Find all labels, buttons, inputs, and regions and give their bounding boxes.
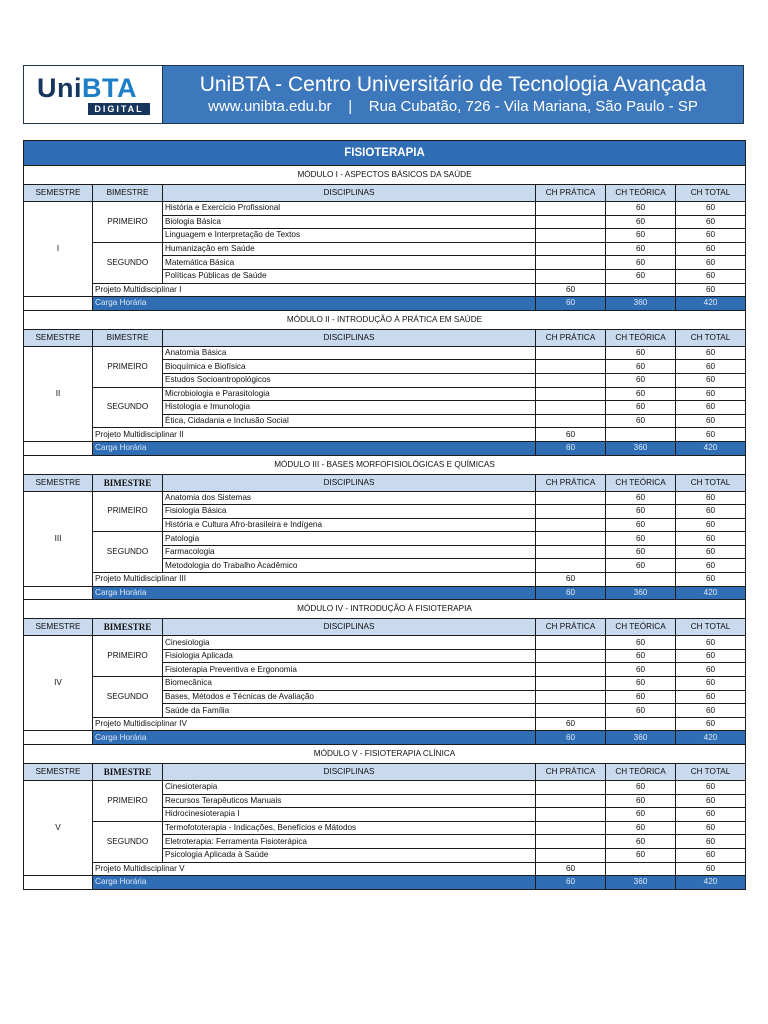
- logo-wordmark: [37, 73, 137, 103]
- ch-pratica-value: 60: [536, 428, 606, 442]
- module-title-row: [24, 166, 746, 185]
- ch-teorica-value: 60: [606, 269, 676, 283]
- ch-total-value: 60: [676, 649, 746, 663]
- column-header-disciplinas: DISCIPLINAS: [163, 329, 536, 346]
- semester-label: I: [24, 202, 93, 297]
- ch-pratica-value: [536, 491, 606, 505]
- project-row: [24, 717, 746, 731]
- column-header-ch-teorica: CH TEÓRICA: [606, 185, 676, 202]
- ch-total-value: 60: [676, 387, 746, 401]
- ch-total-value: 60: [676, 401, 746, 415]
- column-header-ch-pratica: CH PRÁTICA: [536, 329, 606, 346]
- logo-digital-tag: DIGITAL: [88, 103, 150, 115]
- ch-pratica-value: [536, 663, 606, 677]
- discipline-name: Farmacologia: [163, 545, 536, 559]
- bimester-label: PRIMEIRO: [93, 346, 163, 387]
- ch-teorica-value: 60: [606, 360, 676, 374]
- discipline-name: História e Exercício Profissional: [163, 202, 536, 216]
- discipline-name: Bioquímica e Biofísica: [163, 360, 536, 374]
- column-header-ch-pratica: CH PRÁTICA: [536, 619, 606, 636]
- module-title-row: [24, 745, 746, 764]
- ch-total-value: 60: [676, 360, 746, 374]
- ch-total-value: 60: [676, 505, 746, 519]
- workload-pratica: 60: [536, 297, 606, 311]
- ch-pratica-value: [536, 202, 606, 216]
- ch-pratica-value: [536, 794, 606, 808]
- ch-pratica-value: [536, 821, 606, 835]
- discipline-name: Termofototerapia - Indicações, Benefícios e Mátodos: [163, 821, 536, 835]
- ch-teorica-value: 60: [606, 636, 676, 650]
- column-header-ch-pratica: CH PRÁTICA: [536, 764, 606, 781]
- ch-total-value: 60: [676, 373, 746, 387]
- discipline-name: Fisiologia Aplicada: [163, 649, 536, 663]
- course-title: FISIOTERAPIA: [24, 141, 746, 166]
- ch-total-value: 60: [676, 704, 746, 718]
- bimester-label: PRIMEIRO: [93, 202, 163, 243]
- column-header-disciplinas: DISCIPLINAS: [163, 474, 536, 491]
- ch-pratica-value: [536, 559, 606, 573]
- ch-teorica-value: 60: [606, 346, 676, 360]
- workload-total-row: [24, 731, 746, 745]
- ch-pratica-value: [536, 505, 606, 519]
- discipline-name: História e Cultura Afro-brasileira e Indígena: [163, 518, 536, 532]
- workload-label: Carga Horária: [93, 731, 536, 745]
- ch-teorica-value: 60: [606, 848, 676, 862]
- ch-pratica-value: [536, 704, 606, 718]
- module-title-row: [24, 455, 746, 474]
- workload-total-row: [24, 586, 746, 600]
- workload-total: 420: [676, 731, 746, 745]
- institution-name: UniBTA - Centro Universitário de Tecnologia Avançada: [199, 73, 707, 96]
- discipline-name: Cinesiologia: [163, 636, 536, 650]
- module-title-row: [24, 310, 746, 329]
- semester-blank-cell: [24, 441, 93, 455]
- project-name: Projeto Multidisciplinar V: [93, 862, 536, 876]
- project-row: [24, 283, 746, 297]
- ch-total-value: 60: [676, 229, 746, 243]
- discipline-row: [24, 821, 746, 835]
- ch-pratica-value: [536, 256, 606, 270]
- discipline-row: [24, 532, 746, 546]
- ch-total-value: 60: [676, 202, 746, 216]
- workload-pratica: 60: [536, 876, 606, 890]
- ch-teorica-value: 60: [606, 256, 676, 270]
- workload-pratica: 60: [536, 441, 606, 455]
- ch-total-value: 60: [676, 532, 746, 546]
- discipline-name: Patologia: [163, 532, 536, 546]
- ch-total-value: 60: [676, 848, 746, 862]
- ch-total-value: 60: [676, 215, 746, 229]
- column-header-ch-teorica: CH TEÓRICA: [606, 619, 676, 636]
- ch-teorica-value: 60: [606, 690, 676, 704]
- project-row: [24, 573, 746, 587]
- discipline-name: Ética, Cidadania e Inclusão Social: [163, 414, 536, 428]
- semester-blank-cell: [24, 876, 93, 890]
- module-title: MÓDULO III - BASES MORFOFISIOLÓGICAS E QUÍMICAS: [24, 455, 746, 474]
- workload-total-row: [24, 876, 746, 890]
- ch-pratica-value: [536, 690, 606, 704]
- column-header-row: [24, 619, 746, 636]
- workload-total-row: [24, 441, 746, 455]
- institution-info: [163, 66, 743, 123]
- ch-total-value: 60: [676, 677, 746, 691]
- ch-teorica-value: 60: [606, 663, 676, 677]
- column-header-row: [24, 474, 746, 491]
- discipline-name: Eletroterapia: Ferramenta Fisioterápica: [163, 835, 536, 849]
- discipline-name: Humanização em Saúde: [163, 242, 536, 256]
- ch-pratica-value: [536, 360, 606, 374]
- ch-pratica-value: 60: [536, 573, 606, 587]
- bimester-label: PRIMEIRO: [93, 781, 163, 822]
- ch-teorica-value: 60: [606, 545, 676, 559]
- ch-pratica-value: [536, 835, 606, 849]
- discipline-row: [24, 387, 746, 401]
- project-name: Projeto Multidisciplinar IV: [93, 717, 536, 731]
- ch-total-value: 60: [676, 346, 746, 360]
- ch-total-value: 60: [676, 283, 746, 297]
- workload-label: Carga Horária: [93, 441, 536, 455]
- discipline-name: Estudos Socioantropológicos: [163, 373, 536, 387]
- column-header-semestre: SEMESTRE: [24, 329, 93, 346]
- ch-pratica-value: [536, 649, 606, 663]
- ch-total-value: 60: [676, 636, 746, 650]
- ch-teorica-value: 60: [606, 781, 676, 795]
- workload-teorica: 360: [606, 876, 676, 890]
- ch-teorica-value: 60: [606, 505, 676, 519]
- column-header-semestre: SEMESTRE: [24, 619, 93, 636]
- ch-total-value: 60: [676, 428, 746, 442]
- project-row: [24, 428, 746, 442]
- module-title: MÓDULO IV - INTRODUÇÃO À FISIOTERAPIA: [24, 600, 746, 619]
- bimester-label: SEGUNDO: [93, 387, 163, 428]
- ch-pratica-value: 60: [536, 717, 606, 731]
- ch-teorica-value: 60: [606, 559, 676, 573]
- ch-total-value: 60: [676, 545, 746, 559]
- ch-pratica-value: [536, 414, 606, 428]
- ch-teorica-value: 60: [606, 518, 676, 532]
- ch-pratica-value: 60: [536, 862, 606, 876]
- module-title: MÓDULO I - ASPECTOS BÁSICOS DA SAÚDE: [24, 166, 746, 185]
- bimester-label: SEGUNDO: [93, 242, 163, 283]
- discipline-name: Microbiologia e Parasitologia: [163, 387, 536, 401]
- column-header-semestre: SEMESTRE: [24, 474, 93, 491]
- module-title: MÓDULO V - FISIOTERAPIA CLÍNICA: [24, 745, 746, 764]
- column-header-bimestre: BIMESTRE: [93, 619, 163, 636]
- discipline-name: Linguagem e Interpretação de Textos: [163, 229, 536, 243]
- workload-label: Carga Horária: [93, 586, 536, 600]
- semester-label: IV: [24, 636, 93, 731]
- semester-label: III: [24, 491, 93, 586]
- discipline-name: Políticas Públicas de Saúde: [163, 269, 536, 283]
- bimester-label: PRIMEIRO: [93, 636, 163, 677]
- ch-teorica-value: 60: [606, 677, 676, 691]
- bimester-label: PRIMEIRO: [93, 491, 163, 532]
- unibta-logo: [24, 66, 163, 123]
- workload-total: 420: [676, 297, 746, 311]
- column-header-ch-total: CH TOTAL: [676, 329, 746, 346]
- project-name: Projeto Multidisciplinar I: [93, 283, 536, 297]
- discipline-name: Anatomia dos Sistemas: [163, 491, 536, 505]
- semester-blank-cell: [24, 586, 93, 600]
- workload-total: 420: [676, 586, 746, 600]
- semester-label: V: [24, 781, 93, 876]
- curriculum-table: [23, 140, 746, 890]
- ch-total-value: 60: [676, 794, 746, 808]
- column-header-bimestre: BIMESTRE: [93, 185, 163, 202]
- ch-total-value: 60: [676, 821, 746, 835]
- ch-teorica-value: 60: [606, 794, 676, 808]
- ch-pratica-value: [536, 401, 606, 415]
- ch-teorica-value: 60: [606, 202, 676, 216]
- ch-teorica-value: [606, 283, 676, 297]
- workload-teorica: 360: [606, 586, 676, 600]
- ch-teorica-value: 60: [606, 821, 676, 835]
- discipline-name: Saúde da Família: [163, 704, 536, 718]
- ch-total-value: 60: [676, 663, 746, 677]
- bimester-label: SEGUNDO: [93, 821, 163, 862]
- ch-total-value: 60: [676, 835, 746, 849]
- workload-teorica: 360: [606, 731, 676, 745]
- discipline-row: [24, 202, 746, 216]
- ch-total-value: 60: [676, 781, 746, 795]
- discipline-row: [24, 677, 746, 691]
- ch-teorica-value: 60: [606, 808, 676, 822]
- ch-pratica-value: [536, 373, 606, 387]
- column-header-semestre: SEMESTRE: [24, 185, 93, 202]
- header-banner: [23, 65, 744, 124]
- discipline-name: Histologia e Imunologia: [163, 401, 536, 415]
- discipline-name: Cinesioterapia: [163, 781, 536, 795]
- ch-teorica-value: [606, 573, 676, 587]
- ch-teorica-value: 60: [606, 401, 676, 415]
- project-row: [24, 862, 746, 876]
- ch-teorica-value: 60: [606, 373, 676, 387]
- discipline-row: [24, 781, 746, 795]
- discipline-row: [24, 491, 746, 505]
- ch-teorica-value: 60: [606, 387, 676, 401]
- ch-total-value: 60: [676, 242, 746, 256]
- ch-total-value: 60: [676, 269, 746, 283]
- workload-teorica: 360: [606, 441, 676, 455]
- column-header-ch-pratica: CH PRÁTICA: [536, 185, 606, 202]
- ch-pratica-value: [536, 387, 606, 401]
- ch-pratica-value: 60: [536, 283, 606, 297]
- discipline-row: [24, 636, 746, 650]
- ch-teorica-value: 60: [606, 835, 676, 849]
- column-header-ch-pratica: CH PRÁTICA: [536, 474, 606, 491]
- workload-total: 420: [676, 441, 746, 455]
- bimester-label: SEGUNDO: [93, 677, 163, 718]
- ch-total-value: 60: [676, 690, 746, 704]
- column-header-row: [24, 329, 746, 346]
- discipline-row: [24, 346, 746, 360]
- ch-pratica-value: [536, 215, 606, 229]
- discipline-name: Metodologia do Trabalho Acadêmico: [163, 559, 536, 573]
- ch-pratica-value: [536, 677, 606, 691]
- ch-total-value: 60: [676, 414, 746, 428]
- ch-pratica-value: [536, 545, 606, 559]
- discipline-name: Psicologia Aplicada à Saúde: [163, 848, 536, 862]
- ch-pratica-value: [536, 532, 606, 546]
- workload-pratica: 60: [536, 731, 606, 745]
- ch-pratica-value: [536, 808, 606, 822]
- column-header-ch-total: CH TOTAL: [676, 185, 746, 202]
- ch-total-value: 60: [676, 808, 746, 822]
- workload-total-row: [24, 297, 746, 311]
- ch-teorica-value: 60: [606, 229, 676, 243]
- workload-label: Carga Horária: [93, 297, 536, 311]
- column-header-row: [24, 764, 746, 781]
- ch-total-value: 60: [676, 717, 746, 731]
- module-title: MÓDULO II - INTRODUÇÃO À PRÁTICA EM SAÚDE: [24, 310, 746, 329]
- column-header-row: [24, 185, 746, 202]
- ch-teorica-value: 60: [606, 414, 676, 428]
- discipline-row: [24, 242, 746, 256]
- ch-teorica-value: 60: [606, 704, 676, 718]
- discipline-name: Matemática Básica: [163, 256, 536, 270]
- curriculum-grid: [23, 140, 745, 890]
- ch-teorica-value: 60: [606, 491, 676, 505]
- ch-teorica-value: [606, 717, 676, 731]
- logo-bta: BTA: [82, 73, 137, 103]
- ch-teorica-value: 60: [606, 649, 676, 663]
- project-name: Projeto Multidisciplinar III: [93, 573, 536, 587]
- ch-pratica-value: [536, 229, 606, 243]
- discipline-name: Fisioterapia Preventiva e Ergonomia: [163, 663, 536, 677]
- module-title-row: [24, 600, 746, 619]
- semester-blank-cell: [24, 297, 93, 311]
- ch-total-value: 60: [676, 573, 746, 587]
- discipline-name: Hidrocinesioterapia I: [163, 808, 536, 822]
- ch-total-value: 60: [676, 256, 746, 270]
- ch-pratica-value: [536, 636, 606, 650]
- column-header-disciplinas: DISCIPLINAS: [163, 619, 536, 636]
- ch-teorica-value: 60: [606, 532, 676, 546]
- column-header-ch-teorica: CH TEÓRICA: [606, 329, 676, 346]
- semester-label: II: [24, 346, 93, 441]
- ch-teorica-value: 60: [606, 242, 676, 256]
- column-header-ch-total: CH TOTAL: [676, 764, 746, 781]
- ch-total-value: 60: [676, 518, 746, 532]
- column-header-bimestre: BIMESTRE: [93, 329, 163, 346]
- ch-teorica-value: 60: [606, 215, 676, 229]
- column-header-semestre: SEMESTRE: [24, 764, 93, 781]
- ch-teorica-value: [606, 428, 676, 442]
- ch-total-value: 60: [676, 559, 746, 573]
- ch-pratica-value: [536, 242, 606, 256]
- ch-pratica-value: [536, 518, 606, 532]
- discipline-name: Recursos Terapêuticos Manuais: [163, 794, 536, 808]
- discipline-name: Biomecânica: [163, 677, 536, 691]
- ch-pratica-value: [536, 269, 606, 283]
- workload-pratica: 60: [536, 586, 606, 600]
- column-header-ch-teorica: CH TEÓRICA: [606, 764, 676, 781]
- column-header-ch-total: CH TOTAL: [676, 619, 746, 636]
- ch-teorica-value: [606, 862, 676, 876]
- column-header-disciplinas: DISCIPLINAS: [163, 185, 536, 202]
- bimester-label: SEGUNDO: [93, 532, 163, 573]
- institution-address: www.unibta.edu.br | Rua Cubatão, 726 - Vila Mariana, São Paulo - SP: [208, 98, 698, 115]
- discipline-name: Fisiologia Básica: [163, 505, 536, 519]
- column-header-bimestre: BIMESTRE: [93, 474, 163, 491]
- column-header-ch-total: CH TOTAL: [676, 474, 746, 491]
- discipline-name: Biologia Básica: [163, 215, 536, 229]
- ch-total-value: 60: [676, 862, 746, 876]
- ch-pratica-value: [536, 346, 606, 360]
- workload-teorica: 360: [606, 297, 676, 311]
- ch-pratica-value: [536, 848, 606, 862]
- workload-total: 420: [676, 876, 746, 890]
- ch-total-value: 60: [676, 491, 746, 505]
- semester-blank-cell: [24, 731, 93, 745]
- course-title-row: [24, 141, 746, 166]
- column-header-disciplinas: DISCIPLINAS: [163, 764, 536, 781]
- column-header-bimestre: BIMESTRE: [93, 764, 163, 781]
- column-header-ch-teorica: CH TEÓRICA: [606, 474, 676, 491]
- discipline-name: Bases, Métodos e Técnicas de Avaliação: [163, 690, 536, 704]
- discipline-name: Anatomia Básica: [163, 346, 536, 360]
- logo-uni: Uni: [37, 73, 82, 103]
- workload-label: Carga Horária: [93, 876, 536, 890]
- project-name: Projeto Multidisciplinar II: [93, 428, 536, 442]
- ch-pratica-value: [536, 781, 606, 795]
